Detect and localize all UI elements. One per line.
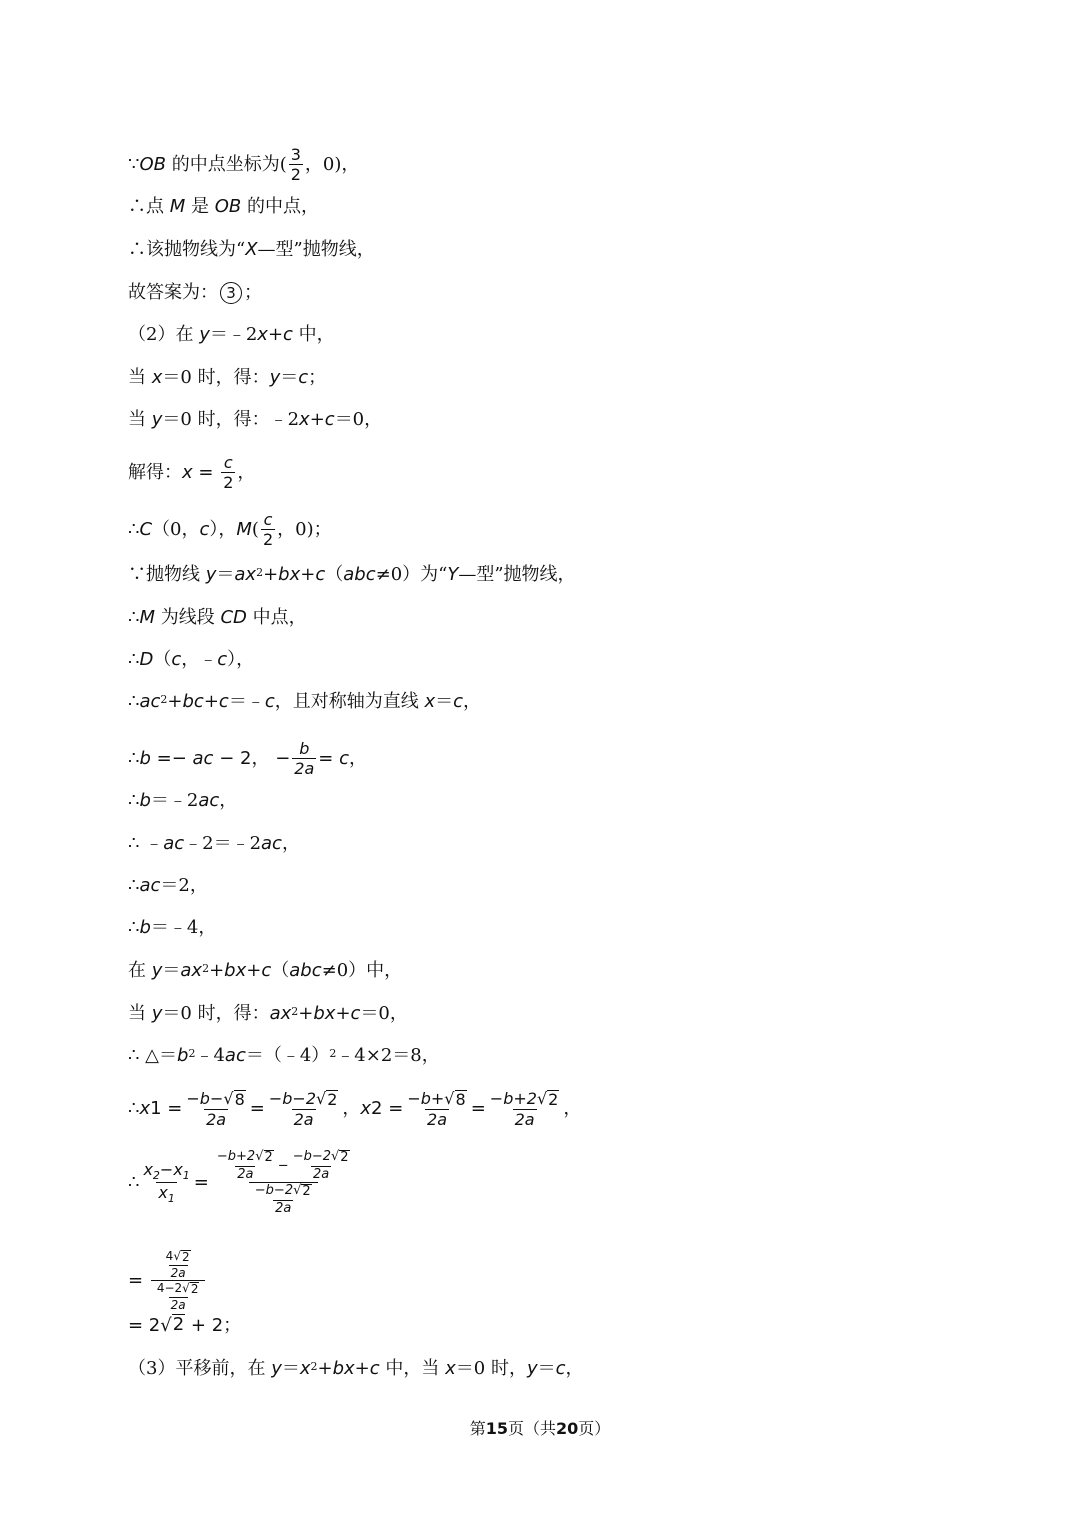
solution-line: 当 x ＝0 时，得： y ＝ c ； [128, 367, 327, 388]
footer-middle: 页（共 [507, 1419, 556, 1438]
page-number: 15 [485, 1419, 508, 1438]
solution-line: ∴ ac ＝2， [128, 875, 208, 896]
solution-line: ∴ ac $^2$ + bc + c ＝﹣ c ，且对称轴为直线 x ＝ c ， [128, 691, 482, 712]
solution-line: ∴点 M 是 OB 的中点， [128, 196, 319, 217]
circled-number: 3 [220, 282, 242, 304]
footer-suffix: 页） [578, 1419, 611, 1438]
solution-line: 当 y ＝0 时，得：﹣2 x + c ＝0， [128, 409, 383, 430]
solution-line: = 2 √ 2 + 2； [128, 1314, 242, 1336]
solution-line: ∴ $\frac{x_2-x_1}{x_1}$ = −b+2√ 2 2a − −b−2√ 2 2a −b−2√ 2 2a [128, 1149, 349, 1217]
solution-line: = 4√ 2 2a 4−2√ 2 2a [128, 1250, 207, 1312]
solution-line: 解得： x = $\frac{c}{2}$ ， [128, 453, 256, 492]
solution-line: ∴ C （0， c ）， M ( $\frac{c}{2}$ ，0)； [128, 510, 332, 549]
solution-line: （2）在 y ＝﹣2 x + c 中， [128, 324, 335, 345]
solution-line: ∵ OB 的中点坐标为( $\frac{3}{2}$ ，0)， [128, 145, 360, 184]
solution-line: ∴ D （ c ，﹣ c ）， [128, 649, 255, 670]
solution-line: ∵抛物线 y ＝ ax $^2$ + bx + c （ abc ≠0）为“ Y —型”抛物线， [128, 564, 576, 585]
solution-line: ∴ △＝ b $^2$ ﹣4 ac ＝（﹣4） $^2$ ﹣4×2＝8， [128, 1045, 440, 1066]
solution-line: ∴ M 为线段 CD 中点， [128, 607, 307, 628]
footer-prefix: 第 [469, 1419, 486, 1438]
solution-line: （3）平移前，在 y ＝ x $^2$ + bx + c 中，当 x ＝0 时， y ＝ c ， [128, 1358, 584, 1379]
solution-line: 当 y ＝0 时，得： ax $^2$ + bx + c ＝0， [128, 1003, 408, 1024]
solution-line: ∴ b =− ac − 2 ， − $\frac{b}{2a}$ = c ， [128, 739, 368, 778]
solution-line: ∴ b ＝﹣4， [128, 917, 217, 938]
page-footer [0, 1416, 1080, 1439]
solution-line: ∴该抛物线为“ X —型”抛物线， [128, 239, 375, 260]
solution-line: 在 y ＝ ax $^2$ + bx + c （ abc ≠0）中， [128, 960, 403, 981]
solution-line: ∴ ﹣ ac ﹣2＝﹣2 ac ， [128, 833, 300, 854]
solution-line: ∴ b ＝﹣2 ac ， [128, 790, 238, 811]
solution-line: ∴ x 1 = −b−√ 8 2a = −b−2√ 2 2a ， x 2 = −b+√ 8 2a = −b+2√ 2 2a ， [128, 1089, 582, 1130]
total-pages: 20 [556, 1419, 579, 1438]
solution-line: 故答案为： 3 ； [128, 282, 262, 303]
